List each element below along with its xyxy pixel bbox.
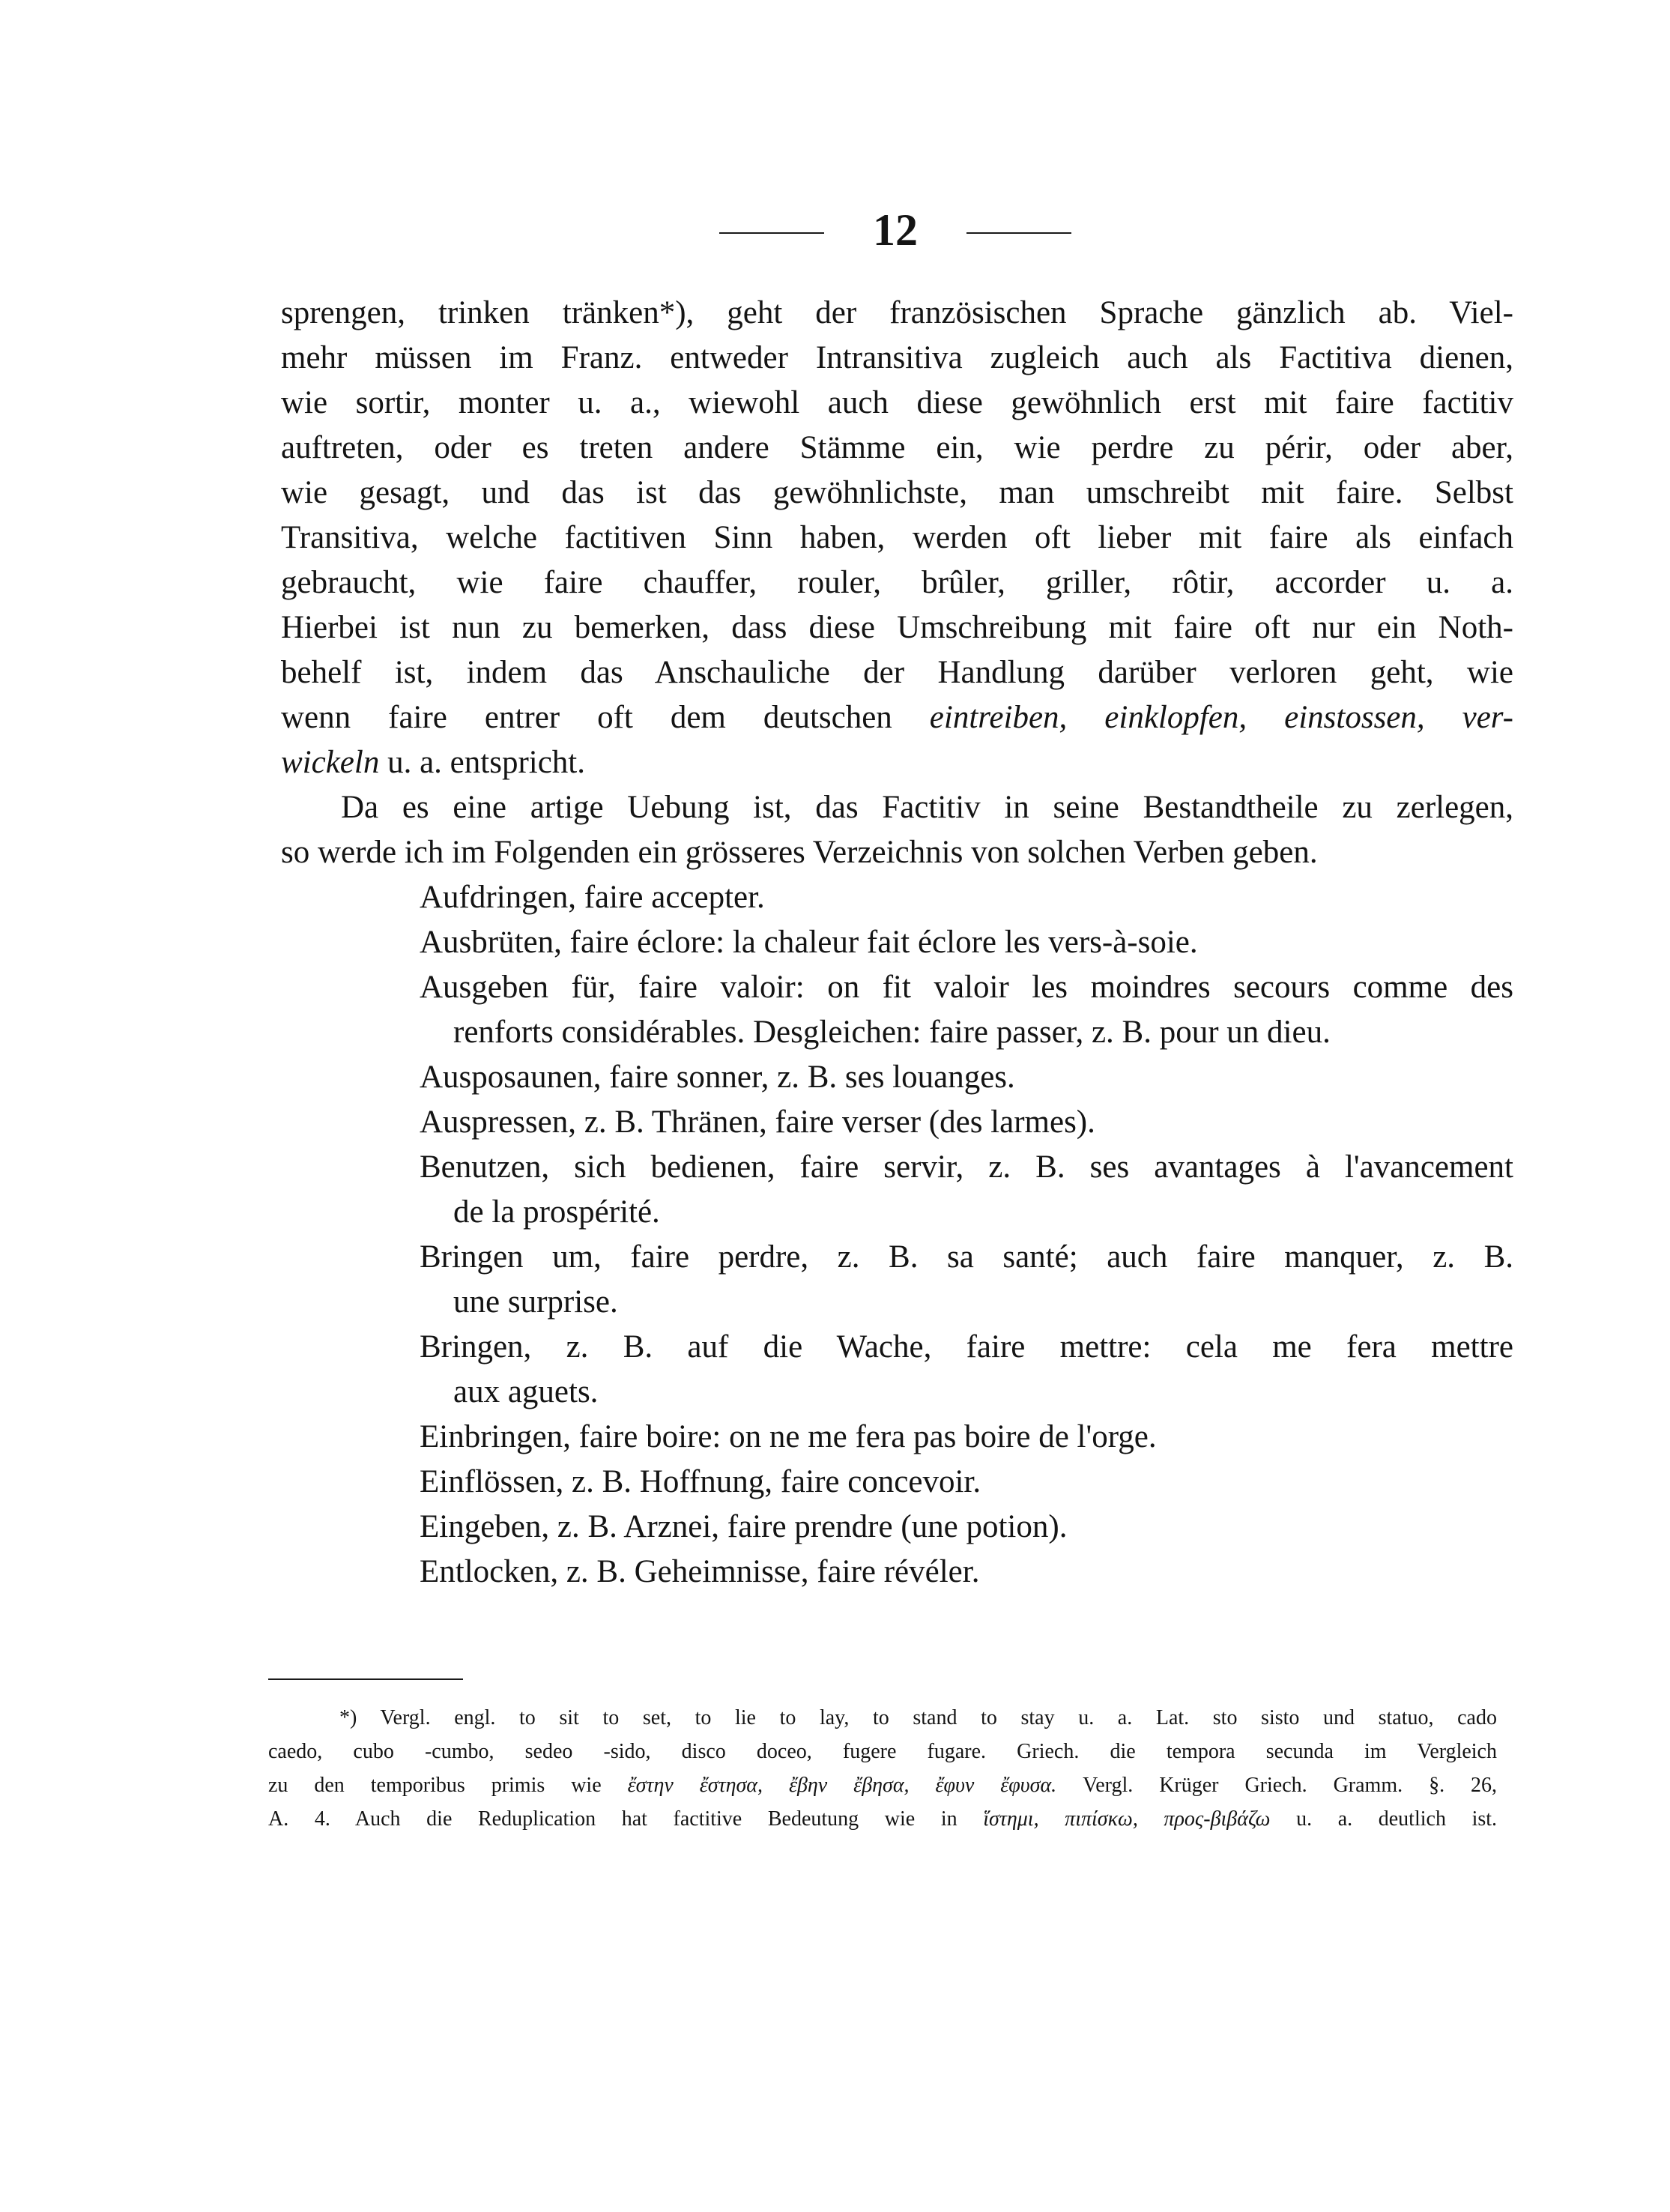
footnote [268, 1701, 1497, 1836]
text-span: zu den temporibus primis wie [268, 1774, 602, 1797]
italic-word: ver- [1462, 700, 1514, 735]
page-header [0, 196, 1670, 264]
text-line: sprengen, trinken tränken*), geht der französischen Sprache gänzlich ab. Viel- [281, 295, 1513, 330]
verb-entry-continuation: renforts considérables. Desgleichen: faire passer, z. B. pour un dieu. [453, 1015, 1331, 1050]
text-line [281, 740, 1513, 785]
text-span: wenn faire entrer oft dem deutschen [281, 700, 892, 735]
footnote-rule [268, 1678, 463, 1680]
text-line: wie sortir, monter u. a., wiewohl auch diese gewöhnlich erst mit faire factitiv [281, 385, 1513, 420]
text-line [281, 695, 1513, 740]
italic-word: wickeln [281, 745, 380, 780]
footnote-line [268, 1802, 1497, 1836]
verb-entry: Bringen um, faire perdre, z. B. sa santé; auch faire manquer, z. B. [420, 1239, 1513, 1275]
verb-entry: Ausgeben für, faire valoir: on fit valoir les moindres secours comme des [420, 970, 1513, 1005]
italic-word: einklopfen, [1104, 700, 1247, 735]
verb-entry: Entlocken, z. B. Geheimnisse, faire révéler. [420, 1554, 980, 1589]
text-line: Da es eine artige Uebung ist, das Factitiv in seine Bestandtheile zu zerlegen, [341, 790, 1513, 825]
text-line: auftreten, oder es treten andere Stämme ein, wie perdre zu périr, oder aber, [281, 430, 1513, 465]
text-span: u. a. deutlich ist. [1296, 1807, 1498, 1831]
verb-entry: Ausposaunen, faire sonner, z. B. ses louanges. [420, 1060, 1015, 1095]
header-rule-left [719, 232, 824, 234]
text-span: Vergl. Krüger Griech. Gramm. §. 26, [1083, 1774, 1498, 1797]
header-rule-right [966, 232, 1071, 234]
verb-entry: Benutzen, sich bedienen, faire servir, z. B. ses avantages à l'avancement [420, 1149, 1513, 1185]
text-line: behelf ist, indem das Anschauliche der Handlung darüber verloren geht, wie [281, 655, 1513, 690]
text-span: u. a. entspricht. [379, 745, 585, 780]
italic-word: einstossen, [1284, 700, 1425, 735]
verb-entry: Eingeben, z. B. Arznei, faire prendre (une potion). [420, 1509, 1068, 1544]
verb-entry: Bringen, z. B. auf die Wache, faire mettre: cela me fera mettre [420, 1329, 1513, 1365]
text-line: Hierbei ist nun zu bemerken, dass diese Umschreibung mit faire oft nur ein Noth- [281, 610, 1513, 645]
text-line: gebraucht, wie faire chauffer, rouler, brûler, griller, rôtir, accorder u. a. [281, 565, 1513, 600]
greek-text: ἔστην ἔστησα, ἔβην ἔβησα, ἔφυν ἔφυσα. [627, 1774, 1057, 1797]
verb-entry: Einflössen, z. B. Hoffnung, faire concevoir. [420, 1464, 981, 1499]
greek-text: ἵστημι, πιπίσκω, προς-βιβάζω [983, 1807, 1271, 1831]
text-line: so werde ich im Folgenden ein grösseres Verzeichnis von solchen Verben geben. [281, 835, 1318, 870]
verb-entry-continuation: de la prospérité. [453, 1194, 660, 1230]
text-line: Transitiva, welche factitiven Sinn haben, werden oft lieber mit faire als einfach [281, 520, 1513, 555]
page-number: 12 [873, 205, 918, 255]
text-line: mehr müssen im Franz. entweder Intransitiva zugleich auch als Factitiva dienen, [281, 340, 1513, 375]
footnote-line: caedo, cubo -cumbo, sedeo -sido, disco doceo, fugere fugare. Griech. die tempora secunda im Vergleich [268, 1740, 1497, 1763]
verb-entry-continuation: une surprise. [453, 1284, 618, 1320]
body-text [281, 291, 1513, 1595]
footnote-line: *) Vergl. engl. to sit to set, to lie to lay, to stand to stay u. a. Lat. sto sisto und statuo, cado [339, 1706, 1497, 1729]
text-line: wie gesagt, und das ist das gewöhnlichste, man umschreibt mit faire. Selbst [281, 475, 1513, 510]
verb-entry: Einbringen, faire boire: on ne me fera pas boire de l'orge. [420, 1419, 1157, 1454]
verb-entry: Auspressen, z. B. Thränen, faire verser (des larmes). [420, 1105, 1095, 1140]
italic-word: eintreiben, [929, 700, 1068, 735]
text-span: A. 4. Auch die Reduplication hat factitive Bedeutung wie in [268, 1807, 957, 1831]
footnote-line [268, 1768, 1497, 1802]
verb-entry-continuation: aux aguets. [453, 1374, 599, 1409]
verb-entry: Aufdringen, faire accepter. [420, 880, 765, 915]
verb-entry: Ausbrüten, faire éclore: la chaleur fait éclore les vers-à-soie. [420, 925, 1198, 960]
